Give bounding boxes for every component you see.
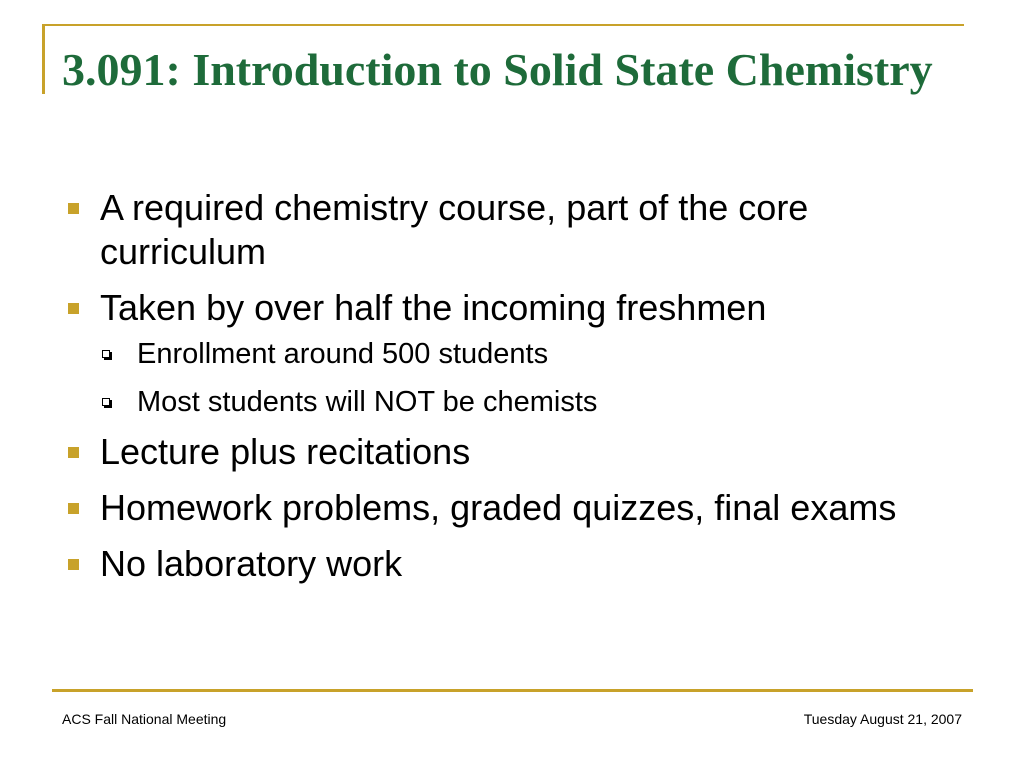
slide-title: 3.091: Introduction to Solid State Chemistry xyxy=(62,44,933,95)
footer-left-text: ACS Fall National Meeting xyxy=(62,711,227,727)
square-bullet-icon xyxy=(68,503,79,514)
bullet-item xyxy=(62,430,962,474)
hollow-square-bullet-icon xyxy=(102,350,110,358)
bullet-text: Homework problems, graded quizzes, final exams xyxy=(100,487,897,528)
title-accent-vertical-line xyxy=(42,24,45,94)
square-bullet-icon xyxy=(68,447,79,458)
hollow-square-bullet-icon xyxy=(102,398,110,406)
footer-divider-line xyxy=(52,689,973,692)
bullet-text: Lecture plus recitations xyxy=(100,431,471,472)
square-bullet-icon xyxy=(68,203,79,214)
bullet-list xyxy=(62,186,962,586)
bullet-item xyxy=(62,286,962,426)
bullet-text: A required chemistry course, part of the core curriculum xyxy=(100,187,809,272)
sub-bullet-list xyxy=(62,330,962,426)
footer-right-text: Tuesday August 21, 2007 xyxy=(803,711,962,727)
bullet-item xyxy=(62,542,962,586)
title-accent-horizontal-line xyxy=(42,24,964,26)
bullet-item xyxy=(62,486,962,530)
square-bullet-icon xyxy=(68,559,79,570)
sub-bullet-text: Enrollment around 500 students xyxy=(137,338,549,370)
bullet-item xyxy=(62,186,962,274)
sub-bullet-text: Most students will NOT be chemists xyxy=(137,386,598,418)
sub-bullet-item xyxy=(62,378,962,426)
bullet-text: No laboratory work xyxy=(100,543,403,584)
bullet-text: Taken by over half the incoming freshmen xyxy=(100,287,767,328)
square-bullet-icon xyxy=(68,303,79,314)
sub-bullet-item xyxy=(62,330,962,378)
